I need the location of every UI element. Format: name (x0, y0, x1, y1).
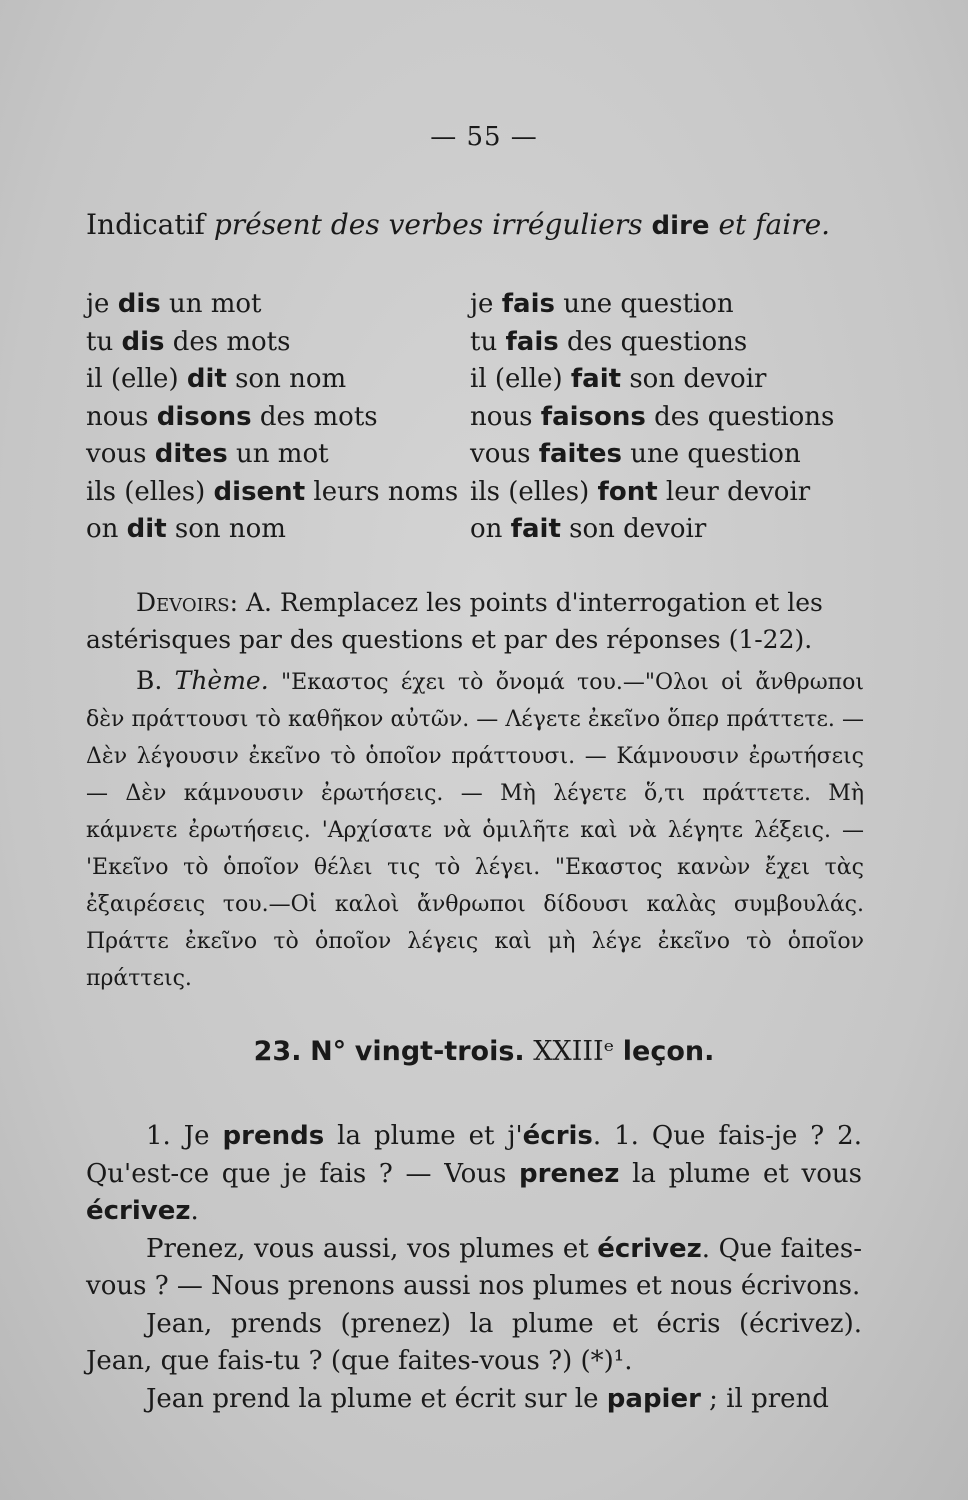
lesson-heading (0, 1036, 968, 1067)
title-phrase: des verbes irréguliers (330, 208, 643, 241)
conjugation-row: nous faisons des questions (470, 401, 835, 432)
section-title (86, 208, 886, 241)
conjugation-row: on fait son devoir (470, 514, 707, 544)
lesson-roman: XXIIIᵉ (533, 1036, 615, 1067)
conjugation-row: ils (elles) font leur devoir (470, 476, 811, 507)
conjugation-faire (470, 286, 834, 549)
conjugation-row: on dit son nom (86, 514, 286, 544)
theme-label: B. (136, 666, 163, 695)
devoirs-text: A. Remplacez les points d'interrogation et les astérisques par des questions et par des réponses (1-22). (86, 588, 823, 654)
lesson-number-words: vingt-trois. (354, 1036, 525, 1067)
devoirs-paragraph (86, 584, 864, 658)
conjugation-row: je dis un mot (86, 289, 262, 319)
lesson-paragraph-4: Jean prend la plume et écrit sur le papier ; il prend (146, 1383, 829, 1414)
title-verb-faire: faire. (755, 208, 831, 241)
conjugation-row: nous disons des mots (86, 401, 378, 432)
lesson-paragraph-2: Prenez, vous aussi, vos plumes et écrivez. Que faites-vous ? — Nous prenons aussi nos plumes et nous écrivons. (86, 1233, 862, 1301)
lesson-n-label: N° (310, 1036, 347, 1067)
title-word-present: présent (213, 208, 322, 241)
lesson-body (86, 1118, 862, 1418)
conjugation-row: il (elle) fait son devoir (470, 364, 767, 394)
title-word-indicatif: Indicatif (86, 208, 205, 241)
title-word-et: et (718, 208, 747, 241)
conjugation-dire (86, 286, 458, 549)
theme-paragraph (86, 662, 864, 997)
conjugation-row: vous dites un mot (86, 439, 329, 469)
lesson-lecon: leçon. (622, 1036, 715, 1067)
devoirs-label: Devoirs: (136, 588, 239, 617)
lesson-paragraph-3: Jean, prends (prenez) la plume et écris (écrivez). Jean, que fais-tu ? (que faites-vous ?) (*)¹. (86, 1308, 862, 1376)
page-number: — 55 — (430, 122, 538, 152)
conjugation-row: ils (elles) disent leurs noms (86, 476, 459, 507)
lesson-number: 23. (253, 1036, 302, 1067)
title-verb-dire: dire (651, 211, 710, 241)
conjugation-row: vous faites une question (470, 439, 801, 469)
lesson-paragraph-1: 1. Je prends la plume et j'écris. 1. Que fais-je ? 2. Qu'est-ce que je fais ? — Vous prenez la plume et vous écrivez. (86, 1121, 862, 1226)
conjugation-row: je fais une question (470, 289, 734, 319)
conjugation-row: tu fais des questions (470, 326, 748, 357)
theme-text: "Εκαστος έχει τὸ ὄνομά του.—"Ολοι οἱ ἄνθρωποι δὲν πράττουσι τὸ καθῆκον αὐτῶν. — Λέγετε ἐκεῖνο ὅπερ πράττετε. — Δὲν λέγουσιν ἐκεῖνο τὸ ὁποῖον πράττουσι. — Κάμνουσιν ἐρωτήσεις — Δὲν κάμνουσιν ἐρωτήσεις. — Μὴ λέγετε ὅ,τι πράττετε. Μὴ κάμνετε ἐρωτήσεις. 'Αρχίσατε νὰ ὁμιλῆτε καὶ νὰ λέγητε λέξεις. — 'Εκεῖνο τὸ ὁποῖον θέλει τις τὸ λέγει. "Εκαστος κανὼν ἔχει τὰς ἐξαιρέσεις του.—Οἱ καλοὶ ἄνθρωποι δίδουσι καλὰς συμβουλάς. Πράττε ἐκεῖνο τὸ ὁποῖον λέγεις καὶ μὴ λέγε ἐκεῖνο τὸ ὁποῖον πράττεις. (86, 670, 864, 991)
conjugation-row: il (elle) dit son nom (86, 364, 347, 394)
conjugation-row: tu dis des mots (86, 326, 291, 357)
theme-italic-label: Thème. (174, 666, 269, 695)
